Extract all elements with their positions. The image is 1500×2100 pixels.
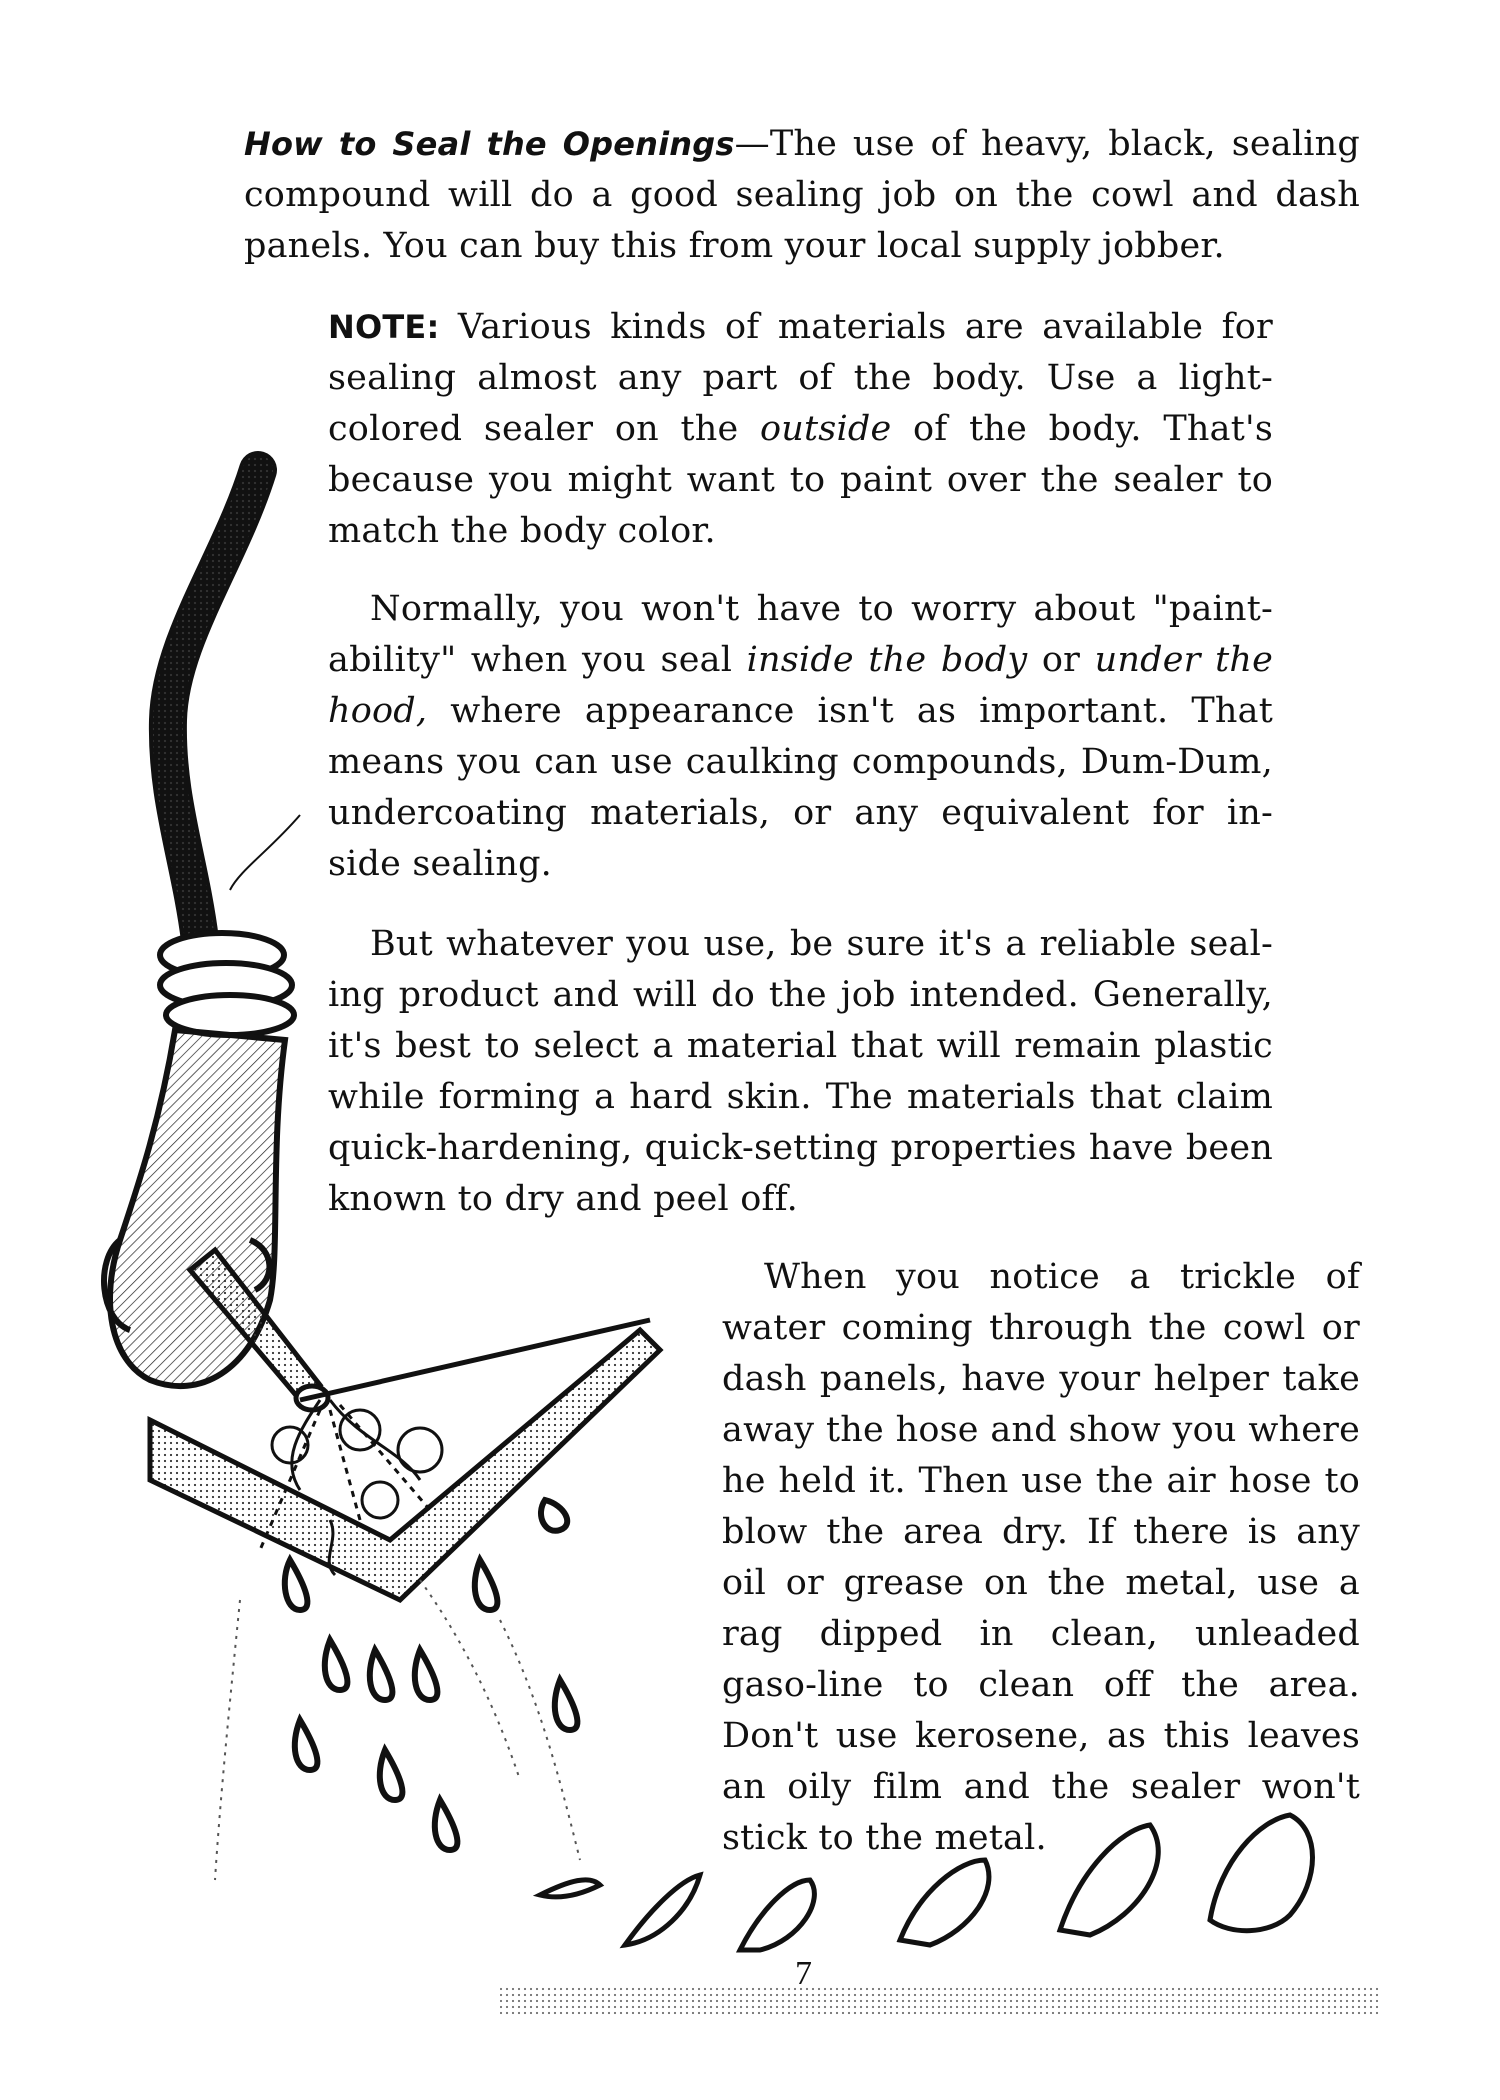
page-number: 7 — [795, 1955, 812, 1992]
para2-text: Normally, you won't have to worry about "paint-ability" when you seal — [328, 589, 1273, 680]
cartoon-drops-ground — [500, 1985, 1380, 2015]
note-paragraph — [328, 302, 1273, 557]
spray-lines-illustration — [215, 1580, 580, 1880]
paragraph-sealing-product — [328, 919, 1273, 1225]
para3-text: But whatever you use, be sure it's a reliable seal-ing product and will do the job intended. Generally, it's best to select a material that will remain plastic while forming a hard skin. The materials that claim quick-hardening, quick-setting properties have been known to dry and peel off. — [328, 924, 1273, 1219]
hose-illustration — [160, 470, 300, 1035]
section-heading: How to Seal the Openings — [244, 125, 735, 163]
intro-paragraph — [244, 119, 1360, 272]
paragraph-trickle — [722, 1252, 1360, 1864]
para4-text: When you notice a trickle of water coming through the cowl or dash panels, have your helper take away the hose and show you where he held it. Then use the air hose to blow the area dry. If there is any oil or grease on the metal, use a rag dipped in clean, unleaded gaso-line to clean off the area. Don't use kerosene, as this leaves an oily film and the sealer won't stick to the metal. — [722, 1257, 1360, 1858]
note-emphasis: outside — [760, 409, 892, 449]
para2-text-mid: or — [1027, 640, 1095, 680]
intro-text: —The use of heavy, black, sealing compound will do a good sealing job on the cowl and dash panels. You can buy this from your local supply jobber. — [244, 124, 1360, 266]
note-text-end: of the body. That's because you might want to paint over the sealer to match the body color. — [328, 409, 1273, 551]
para2-text-end: where appearance isn't as important. That means you can use caulking compounds, Dum-Dum, undercoating materials, or any equivalent for in-side sealing. — [328, 691, 1273, 884]
para2-emphasis-1: inside the body — [746, 640, 1028, 680]
para2-emphasis-2: under the hood, — [328, 640, 1274, 731]
note-label: NOTE: — [328, 308, 440, 346]
note-text: Various kinds of materials are available for sealing almost any part of the body. Use a light-colored sealer on the — [328, 307, 1273, 449]
paragraph-paintability — [328, 584, 1273, 890]
